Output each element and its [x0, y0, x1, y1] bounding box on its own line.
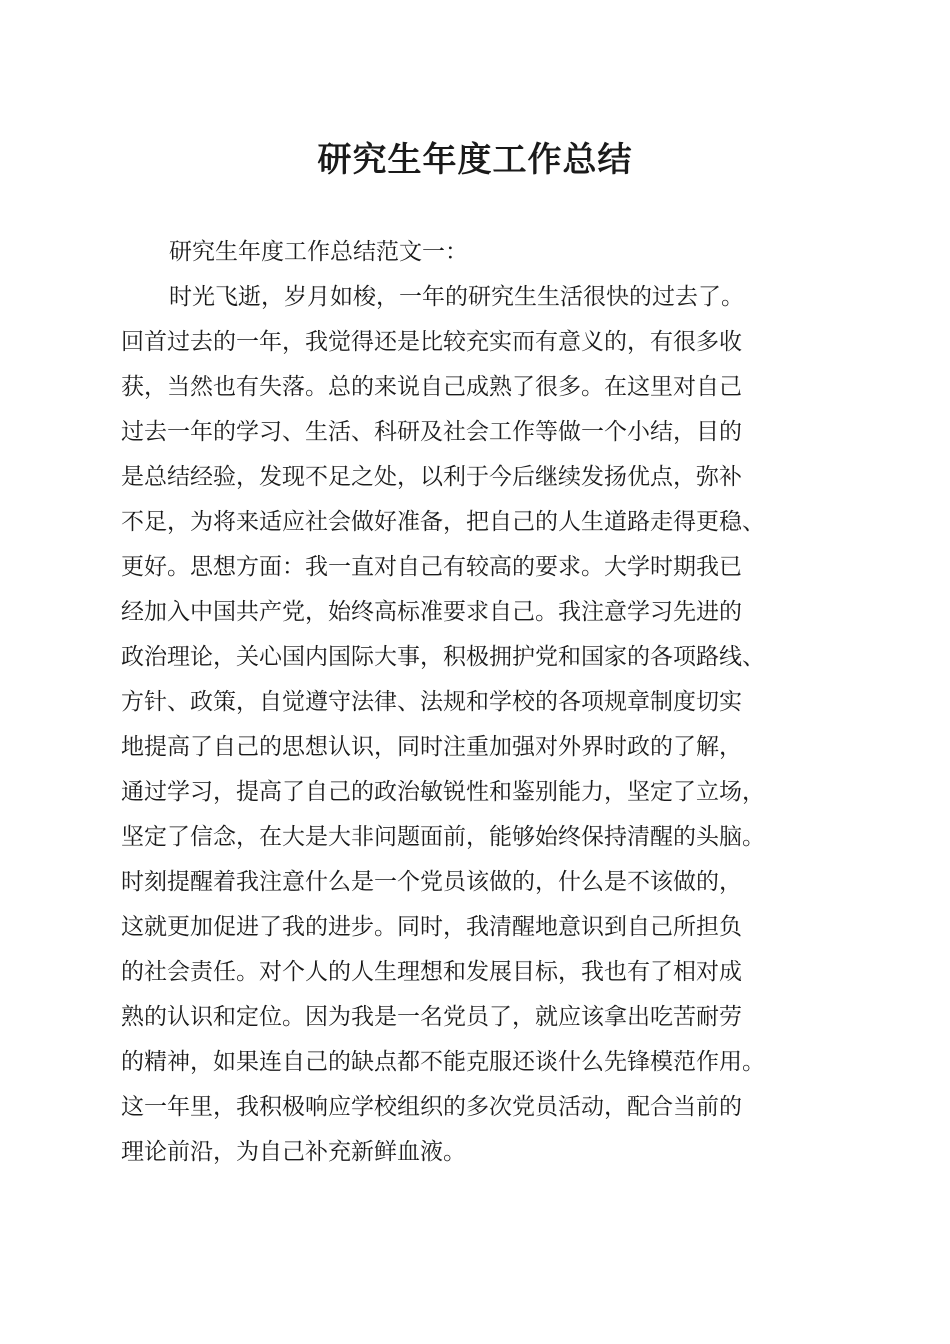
paragraph-line: 回首过去的一年，我觉得还是比较充实而有意义的，有很多收	[121, 329, 742, 355]
paragraph-line: 获，当然也有失落。总的来说自己成熟了很多。在这里对自己	[121, 374, 742, 400]
paragraph-line: 熟的认识和定位。因为我是一名党员了，就应该拿出吃苦耐劳	[121, 1004, 742, 1030]
paragraph-line: 时光飞逝，岁月如梭，一年的研究生生活很快的过去了。	[169, 284, 744, 310]
paragraph-line: 坚定了信念，在大是大非问题面前，能够始终保持清醒的头脑。	[121, 824, 765, 850]
paragraph-line: 地提高了自己的思想认识，同时注重加强对外界时政的了解，	[121, 734, 742, 760]
paragraph-line: 的精神，如果连自己的缺点都不能克服还谈什么先锋模范作用。	[121, 1049, 765, 1075]
paragraph-line: 这就更加促进了我的进步。同时，我清醒地意识到自己所担负	[121, 914, 742, 940]
paragraph-line: 的社会责任。对个人的人生理想和发展目标，我也有了相对成	[121, 959, 742, 985]
paragraph-line: 经加入中国共产党，始终高标准要求自己。我注意学习先进的	[121, 599, 742, 625]
document-body	[121, 230, 837, 1175]
paragraph-line: 这一年里，我积极响应学校组织的多次党员活动，配合当前的	[121, 1094, 742, 1120]
document-title: 研究生年度工作总结	[317, 140, 633, 180]
paragraph-line: 不足，为将来适应社会做好准备，把自己的人生道路走得更稳、	[121, 509, 765, 535]
paragraph-line: 方针、政策，自觉遵守法律、法规和学校的各项规章制度切实	[121, 689, 742, 715]
paragraph-line: 过去一年的学习、生活、科研及社会工作等做一个小结，目的	[121, 419, 742, 445]
paragraph-line: 时刻提醒着我注意什么是一个党员该做的，什么是不该做的，	[121, 869, 742, 895]
paragraph-line: 理论前沿，为自己补充新鲜血液。	[121, 1139, 466, 1165]
paragraph-line: 政治理论，关心国内国际大事，积极拥护党和国家的各项路线、	[121, 644, 765, 670]
paragraph-line: 是总结经验，发现不足之处，以利于今后继续发扬优点，弥补	[121, 464, 742, 490]
section-heading: 研究生年度工作总结范文一：	[169, 239, 468, 265]
paragraph-line: 更好。思想方面：我一直对自己有较高的要求。大学时期我已	[121, 554, 742, 580]
paragraph-line: 通过学习，提高了自己的政治敏锐性和鉴别能力，坚定了立场，	[121, 779, 765, 805]
